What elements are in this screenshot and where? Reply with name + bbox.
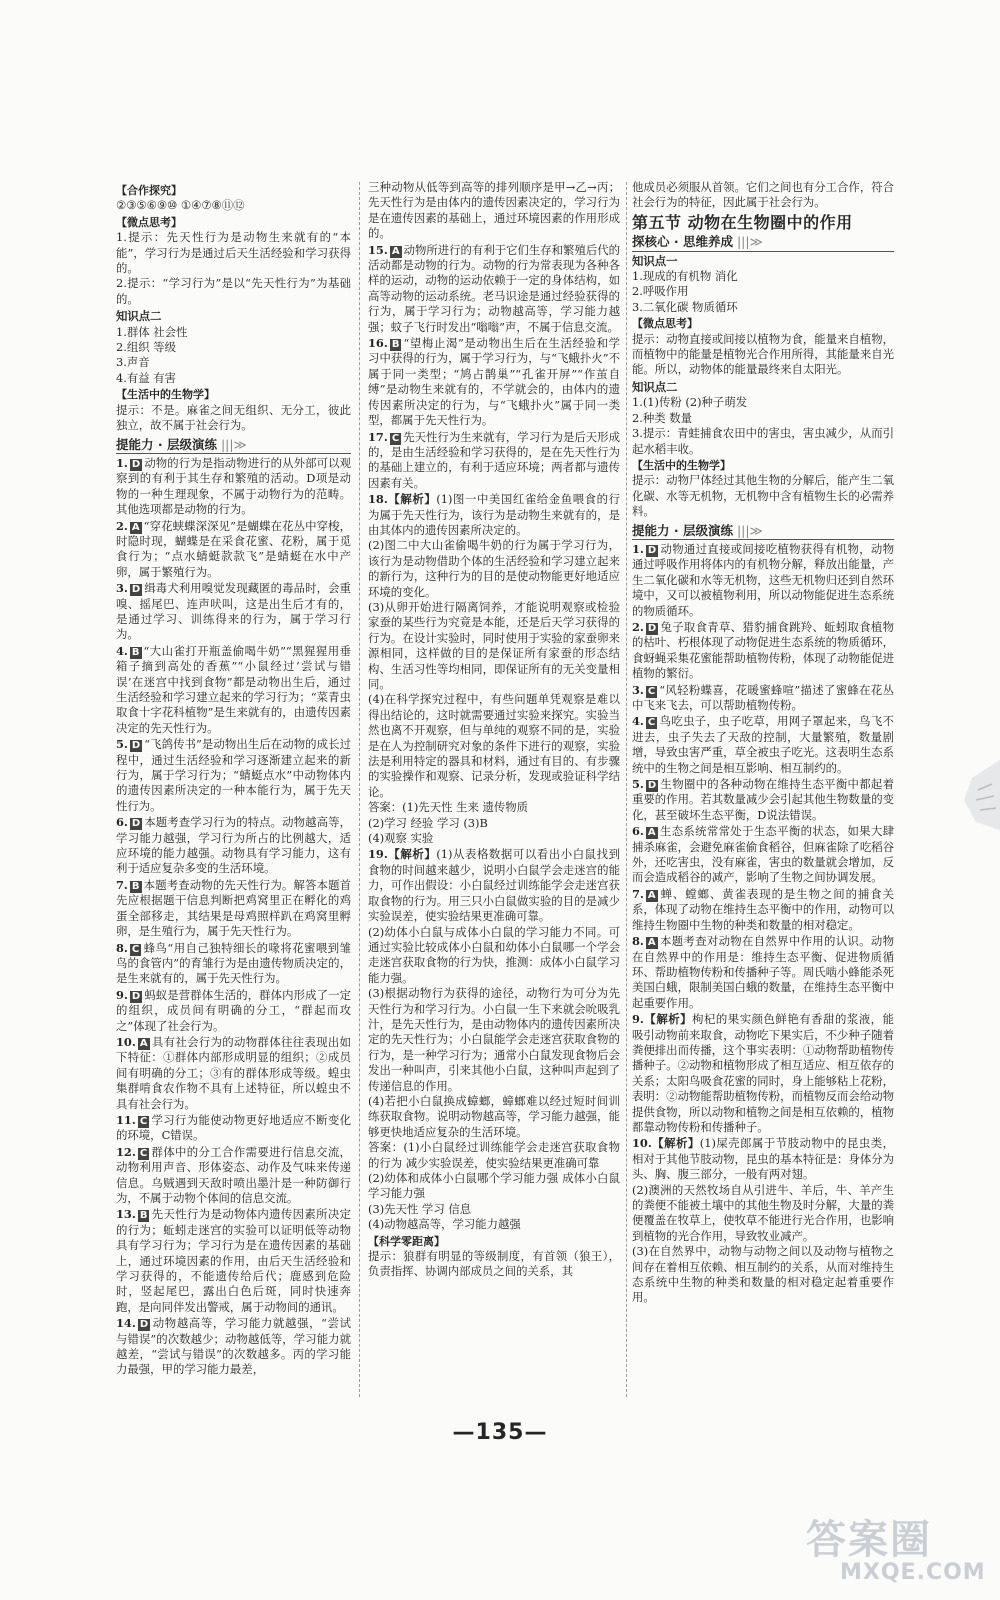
text-line: (4)在科学探究过程中，有些问题单凭观察是难以得出结论的，这时就需要通过实验来探究。实验当然也离不开观察，但与单纯的观察不同的是，实验是在人为控制研究对象的条件下进行的观察，实验法是利用特定的器具和材料，通过有目的、有步骤的实验操作和观察、记录分析，发现或验证科学结论。 [368, 692, 620, 799]
answer-explanation: 动物越高等，学习能力就越强，“尝试与错误”的次数越少；动物越低等，学习能力就越差，“尝试与错误”的次数越多。丙的学习能力最强，甲的学习能力最差， [116, 1316, 351, 1377]
text-line: (3)在自然界中，动物与动物之间以及动物与植物之间存在着相互依赖、相互制约的关系，从而对维持生态系统中生物的种类和数量的相对稳定起着重要作用。 [632, 1244, 894, 1305]
column-3 [632, 180, 894, 1306]
watermark-title: 答案圈 [806, 1517, 932, 1563]
watermark-url: MXQE.COM [840, 1560, 986, 1585]
answer-explanation: 生物圈中的各种动物在维持生态平衡中都起着重要的作用。若其数量减少会引起其他生物数量的变化，甚至破坏生态平衡，D说法错误。 [632, 777, 894, 822]
answer-explanation: “大山雀打开瓶盖偷喝牛奶”“黑猩猩用垂箱子摘到高处的香蕉”“小鼠经过‘尝试与错误’在迷宫中找到食物”都是动物出生后，通过生活经验和学习建立起来的学习行为；“菜青虫取食十字花科植物”是生来就有的，由遗传因素决定的先天性行为。 [116, 643, 351, 735]
answer-explanation: 群体中的分工合作需要进行信息交流，动物利用声音、形体姿态、动作及气味来传递信息。乌贼遇到天敌时喷出墨汁是一种防御行为，不属于动物个体间的信息交流。 [116, 1144, 351, 1205]
analysis-label: 【解析】 [387, 492, 437, 507]
answer-item [632, 620, 894, 682]
text-line: 4.有益 有害 [116, 370, 177, 385]
analysis-label: 【解析】 [651, 1136, 700, 1151]
answer-item [116, 1207, 351, 1315]
answer-item [632, 1012, 894, 1135]
question-number: 18. [368, 492, 388, 507]
question-number: 8. [632, 934, 644, 949]
answer-item [368, 430, 620, 492]
text-line: 答案：(1)先天性 生来 遗传物质 [368, 800, 529, 815]
text-line: (3)先天性 学习 信息 [368, 1201, 472, 1216]
answer-explanation: 缉毒犬利用嗅觉发现藏匿的毒品时，会重嗅、摇尾巴、连声吠叫，这是出生后才有的，是通过学习、训练得来的行为，属于学习行为。 [116, 581, 351, 642]
answer-explanation: 具有社会行为的动物群体往往表现出如下特征：①群体内部形成明显的组织；②成员间有明确的分工；③有的群体形成等级。蝗虫集群啃食农作物不具有上述特征，所以蝗虫不具有社会行为。 [116, 1034, 351, 1111]
answer-choice: C [139, 1147, 148, 1159]
text-line: 答案：(1)小白鼠经过训练能学会走迷宫获取食物的行为 减少实验误差，使实验结果更准确可靠 [368, 1140, 620, 1170]
answer-choice: B [139, 1210, 148, 1222]
answer-choice: B [131, 646, 140, 658]
answer-explanation: 本题考查学习行为的特点。动物越高等，学习能力越强，学习行为所占的比例越大，适应环境的能力越强。动物具有学习能力，这有利于适应复杂多变的生活环境。 [116, 815, 351, 876]
question-number: 5. [632, 777, 644, 792]
answer-choice: D [647, 544, 657, 556]
section-tag: 【微点思考】 [116, 215, 182, 229]
answer-choice: C [139, 1115, 148, 1127]
answer-item [116, 815, 351, 877]
section-tag: 【生活中的生物学】 [632, 458, 731, 472]
analysis-label: 【解析】 [643, 1012, 693, 1027]
page-edge-smudge [958, 760, 1000, 830]
answer-item [116, 644, 351, 736]
answer-choice: D [131, 458, 141, 470]
watermark [800, 1508, 990, 1592]
section-tag: 【生活中的生物学】 [116, 388, 215, 402]
text-line: 提示：动物直接或间接以植物为食，能量来自植物，而植物中的能量是植物光合作用所得，其能量来自光能。所以，动物体的能量最终来自太阳光。 [632, 331, 894, 377]
answer-item [368, 336, 620, 428]
question-number: 7. [632, 886, 644, 901]
answer-choice: B [391, 339, 400, 351]
answer-item [116, 581, 351, 643]
answer-explanation: 本题考查动物的先天性行为。解答本题首先应根据题干信息判断把鸡窝里正在孵化的鸡蛋全部移走，其结果是母鸡照样趴在鸡窝里孵卵，是生殖行为，属于先天性行为。 [116, 877, 351, 939]
knowledge-point-heading: 知识点二 [632, 379, 678, 394]
section-heading [116, 437, 351, 454]
section-tag: 【合作探究】 [116, 184, 182, 197]
section-tag: 【微点思考】 [632, 317, 698, 331]
text-line: (2)学习 经验 学习 (3)B [368, 815, 488, 830]
text-line: (2)图二中大山雀偷喝牛奶的行为属于学习行为，该行为是动物借助个体的生活经验和学习建立起来的新行为，这种行为的目的是使动物能更好地适应环境的变化。 [368, 538, 620, 599]
answer-choice: A [131, 521, 140, 533]
question-number: 19. [368, 847, 388, 862]
section-heading [632, 234, 894, 251]
answer-choice: D [131, 990, 141, 1002]
answer-explanation: 本题考查对动物在自然界中作用的认识。动物在自然界中的作用是：维持生态平衡、促进物质循环、帮助植物传粉和传播种子等。周氏啮小蜂能杀死美国白蛾，限制美国白蛾的数量，在维持生态平衡中起重要作用。 [632, 934, 894, 1010]
answer-explanation: 生态系统常常处于生态平衡的状态，如果大肆捕杀麻雀，会避免麻雀偷食稻谷，但麻雀除了吃稻谷外，还吃害虫，没有麻雀，害虫的数量就会增加，反而会造成稻谷的减产，影响了生物之间协调发展。 [632, 824, 894, 885]
answer-item [116, 1316, 351, 1378]
answer-item [632, 887, 894, 933]
answer-explanation: 兔子取食青草、猎豹捕食跳羚、蚯蚓取食植物的枯叶、朽根体现了动物促进生态系统的物质循环，食蚜蝇采集花蜜能帮助植物传粉，体现了动物能促进植物的繁衍。 [632, 619, 894, 681]
text-line: 他成员必须服从首领。它们之间也有分工合作，符合社会行为的特征，因此属于社会行为。 [632, 180, 894, 210]
answer-explanation: 动物所进行的有利于它们生存和繁殖后代的活动都是动物的行为。动物的行为常表现为各种各样的运动，动物的运动依赖于一定的身体结构，如高等动物的运动系统。老马识途是通过经验获得的行为，属于学习行为；动物越高等，学习能力越强；蚊子飞行时发出“嗡嗡”声，不属于信息交流。 [368, 242, 621, 334]
answer-explanation: 先天性行为生来就有，学习行为是后天形成的，是由生活经验和学习获得的，是在先天性行为的基础上建立的，有利于适应环境；两者都与遗传因素有关。 [368, 429, 620, 490]
answer-explanation: (1)图一中美国红雀给金鱼喂食的行为属于先天性行为，该行为是动物生来就有的，是由其体内的遗传因素所决定的。 [368, 492, 620, 537]
answer-item [632, 714, 894, 776]
answer-choice: C [647, 717, 656, 729]
column-1 [116, 182, 351, 1378]
answer-item [632, 777, 894, 823]
question-number: 10. [632, 1136, 652, 1151]
knowledge-point-heading: 知识点二 [116, 309, 162, 324]
answer-choice: C [647, 685, 656, 697]
text-line: (3)从卵开始进行隔离饲养，才能说明观察或检验家蚕的某些行为究竟是本能，还是后天学习获得的行为。在设计实验时，同时使用于实验的家蚕卵来源相同，这样做的目的是保证所有家蚕的形态结构、生活习性等均相同，即保证所有的无关变量相同。 [368, 599, 620, 691]
question-number: 9. [632, 1012, 644, 1027]
answer-choice: A [647, 889, 656, 901]
answer-item [116, 941, 351, 987]
question-number: 8. [116, 940, 128, 955]
answer-choice: A [647, 937, 656, 949]
answer-choice: D [647, 780, 657, 792]
question-number: 6. [632, 824, 644, 839]
text-line: (4)观察 实验 [368, 831, 434, 846]
answer-explanation: 动物通过直接或间接吃植物获得有机物，动物通过呼吸作用将体内的有机物分解，释放出能量，产生二氧化碳和水等无机物，这些无机物归还到自然环境中，又可以被植物利用，所以动物能促进生态系统的物质循环。 [632, 541, 894, 618]
question-number: 2. [632, 619, 644, 634]
text-line: 3.二氧化碳 物质循环 [632, 299, 738, 314]
text-line: 1.(1)传粉 (2)种子萌发 [632, 395, 748, 410]
knowledge-point-heading: 知识点一 [632, 253, 678, 268]
text-line: 2.种类 数量 [632, 410, 693, 425]
answer-item [116, 737, 351, 814]
answer-choice: C [391, 432, 400, 444]
column-divider-1 [359, 182, 360, 1397]
answer-item [632, 934, 894, 1011]
answer-explanation: 鸟吃虫子，虫子吃草，用网子罩起来，鸟飞不进去，虫子失去了天敌的控制，大量繁殖，数量剧增，导致虫害严重，草全被虫子吃光。这表明生态系统中的生物之间是相互影响、相互制约的。 [632, 714, 894, 775]
answer-item [632, 1136, 894, 1182]
question-number: 13. [116, 1207, 136, 1222]
section-heading-decoration: |||≫ [220, 436, 247, 452]
answer-item [116, 1113, 351, 1144]
text-line: 提示：不是。麻雀之间无组织、无分工，彼此独立，故不属于社会行为。 [116, 402, 351, 433]
text-line: (2)幼体小白鼠与成体小白鼠的学习能力不同。可通过实验比较成体小白鼠和幼体小白鼠哪一个学会走迷宫获取食物的行为快，推测：成体小白鼠学习能力强。 [368, 924, 620, 985]
answer-choice: A [647, 827, 656, 839]
answer-explanation: “飞鸽传书”是动物出生后在动物的成长过程中，通过生活经验和学习逐渐建立起来的新行为，属于学习行为；“蜻蜓点水”中动物体内的遗传因素所决定的一种本能行为，属于先天性行为。 [116, 737, 351, 813]
question-number: 6. [116, 815, 128, 830]
text-line: 三种动物从低等到高等的排列顺序是甲→乙→丙；先天性行为是由体内的遗传因素决定的，学习行为是在遗传因素的基础上，通过环境因素的作用形成的。 [368, 180, 620, 241]
text-line: (4)若把小白鼠换成蟑螂，蟑螂难以经过短时间训练获取食物。说明动物越高等，学习能力越强，能够更快地适应复杂的生活环境。 [368, 1093, 620, 1139]
answer-item [116, 988, 351, 1034]
question-number: 4. [116, 643, 128, 658]
section-heading-decoration: |||≫ [736, 234, 763, 250]
question-number: 5. [116, 737, 128, 752]
text-line: (2)澳洲的天然牧场自从引进牛、羊后，牛、羊产生的粪便不能被土壤中的其他生物及时分解，大量的粪便覆盖在牧草上，使牧草不能进行光合作用，也影响到植物的光合作用，导致牧业减产。 [632, 1182, 894, 1243]
answer-item [368, 847, 620, 924]
answer-item [632, 683, 894, 714]
answer-item [116, 1035, 351, 1112]
question-number: 11. [116, 1112, 136, 1127]
question-number: 14. [116, 1316, 136, 1331]
question-number: 3. [632, 682, 644, 697]
section-heading-decoration: |||≫ [736, 522, 763, 538]
section-tag: 【科学零距离】 [368, 1234, 445, 1248]
answer-item [632, 824, 894, 886]
text-line: ②③⑤⑥⑨⑩ ①④⑦⑧⑪⑫ [116, 198, 245, 213]
question-number: 17. [368, 429, 388, 444]
column-2 [368, 180, 620, 1280]
answer-explanation: 枸杞的果实颜色鲜艳有香甜的浆液，能吸引动物前来取食，动物吃下果实后，不少种子随着粪便排出而传播，这个事实表明：①动物帮助植物传播种子。②动物和植物形成了相互适应、相互依存的关系；太阳鸟吸食花蜜的同时，身上能够粘上花粉，表明：②动物能帮助植物传粉，而植物反而会给动物提供食物，所以动物和植物之间是相互依赖的，植物都靠动物传粉和传播种子。 [632, 1012, 894, 1134]
answer-choice: D [131, 740, 141, 752]
question-number: 3. [116, 581, 128, 596]
answer-choice: B [131, 880, 140, 892]
text-line: (4)动物越高等，学习能力越强 [368, 1217, 521, 1232]
question-number: 10. [116, 1034, 136, 1049]
answer-choice: C [131, 943, 140, 955]
question-number: 1. [632, 541, 644, 556]
text-line: (3)根据动物行为获得的途径，动物行为可分为先天性行为和学习行为。小白鼠一生下来就会吮吸乳汁，是先天性行为，是由动物体内的遗传因素所决定的先天性行为；小白鼠能学会走迷宫获取食物的行为，是一种学习行为；通常小白鼠发现食物后会发出一种叫声，引来其他小白鼠，这种叫声起到了传递信息的作用。 [368, 986, 620, 1093]
answer-choice: D [647, 622, 657, 634]
answer-explanation: 学习行为能使动物更好地适应不断变化的环境，C错误。 [116, 1112, 351, 1143]
text-line: 提示：动物尸体经过其他生物的分解后，能产生二氧化碳、水等无机物，无机物中含有植物生长的必需养料。 [632, 473, 894, 519]
answer-explanation: “风轻粉蝶喜，花暖蜜蜂喧”描述了蜜蜂在花丛中飞来飞去，可以帮助植物传粉。 [632, 682, 894, 712]
answer-explanation: 动物的行为是指动物进行的从外部可以观察到的有利于其生存和繁殖的活动。D项是动物的一种生理现象，不属于动物行为的范畴。其他选项都是动物的行为。 [116, 455, 351, 517]
answer-explanation: 蝉、螳螂、黄雀表现的是生物之间的捕食关系，体现了动物在维持生态平衡中的作用，动物可以维持生物圈中生物的种类和数量的相对稳定。 [632, 886, 894, 932]
answer-item [632, 542, 894, 619]
page-number: —135— [452, 1420, 548, 1445]
question-number: 12. [116, 1144, 136, 1159]
answer-item [116, 519, 351, 581]
question-number: 2. [116, 518, 128, 533]
answer-explanation: “望梅止渴”是动物出生后在生活经验和学习中获得的行为，属于学习行为，与“飞蛾扑火”不属于同一类型；“鸠占鹊巢”“孔雀开屏”“作茧自缚”是动物生来就有的，不学就会的，由体内的遗传因素所决定的行为，与“飞蛾扑火”属于同一类型，都属于先天性行为。 [368, 336, 620, 428]
answer-explanation: 蚂蚁是营群体生活的，群体内形成了一定的组织，成员间有明确的分工，“群起而攻之”体现了社会行为。 [116, 987, 351, 1033]
text-line: 2.呼吸作用 [632, 284, 689, 299]
analysis-label: 【解析】 [387, 847, 437, 862]
text-line: (2)幼体和成体小白鼠哪个学习能力强 成体小白鼠学习能力强 [368, 1171, 620, 1201]
answer-explanation: 先天性行为是动物体内遗传因素所决定的行为；蚯蚓走迷宫的实验可以证明低等动物具有学习行为；学习行为是在遗传因素的基础上，通过环境因素的作用，由后天生活经验和学习获得的，不能遗传给后代；鹿感到危险时，竖起尾巴，露出白色后斑，同时快速奔跑，是向同伴发出警戒，属于动物间的通讯。 [116, 1207, 351, 1314]
answer-choice: D [139, 1319, 149, 1331]
answer-explanation: “穿花蛱蝶深深见”是蝴蝶在花丛中穿梭，时隐时现，蝴蝶是在采食花蜜、花粉，属于觅食行为；“点水蜻蜓款款飞”是蜻蜓在水中产卵，属于繁殖行为。 [116, 518, 351, 579]
answer-explanation: (1)从表格数据可以看出小白鼠找到食物的时间越来越少，说明小白鼠学会走迷宫的能力，可作出假设：小白鼠经过训练能学会走迷宫获取食物的行为。用三只小白鼠做实验的目的是减少实验误差，使实验结果更准确可靠。 [368, 847, 620, 924]
text-line: 3.提示：青蛙捕食农田中的害虫，害虫减少，从而引起水稻丰收。 [632, 426, 894, 456]
column-divider-2 [626, 182, 627, 1397]
answer-item [368, 492, 620, 538]
answer-item [116, 456, 351, 518]
question-number: 7. [116, 877, 128, 892]
section-heading-text: 提能力 · 层级演练 [632, 522, 733, 538]
answer-item [116, 878, 351, 940]
section-heading [632, 523, 894, 540]
question-number: 9. [116, 987, 128, 1002]
text-line: 2.提示：“学习行为”是以“先天性行为”为基础的。 [116, 276, 351, 306]
answer-choice: D [131, 584, 141, 596]
question-number: 4. [632, 714, 644, 729]
question-number: 1. [116, 455, 128, 470]
text-line: 1.提示：先天性行为是动物生来就有的“本能”，学习行为是通过后天生活经验和学习获得的。 [116, 230, 351, 276]
answer-choice: A [139, 1037, 148, 1049]
text-line: 提示：狼群有明显的等级制度，有首领（狼王），负责指挥、协调内部成员之间的关系，其 [368, 1249, 620, 1279]
answer-explanation: (1)屎壳郎属于节肢动物中的昆虫类，相对于其他节肢动物，昆虫的基本特征是：身体分为头、胸、腹三部分，一般有两对翅。 [632, 1136, 894, 1182]
answer-item [116, 1145, 351, 1207]
answer-choice: D [131, 818, 141, 830]
answer-explanation: 蜂鸟“用自己独特细长的喙将花蜜喂到雏鸟的食管内”的育雏行为是由遗传物质决定的，是生来就有的，属于先天性行为。 [116, 940, 351, 986]
text-line: 3.声音 [116, 355, 150, 370]
answer-item [368, 243, 620, 335]
section-heading-text: 提能力 · 层级演练 [116, 436, 217, 452]
section-heading-text: 探核心 · 思维养成 [632, 234, 733, 250]
text-line: 1.现成的有机物 消化 [632, 269, 738, 284]
answer-choice: A [391, 245, 400, 257]
text-line: 2.组织 等级 [116, 340, 177, 355]
chapter-title: 第五节 动物在生物圈中的作用 [632, 212, 853, 232]
question-number: 15. [368, 242, 388, 257]
question-number: 16. [368, 336, 388, 351]
text-line: 1.群体 社会性 [116, 324, 188, 339]
